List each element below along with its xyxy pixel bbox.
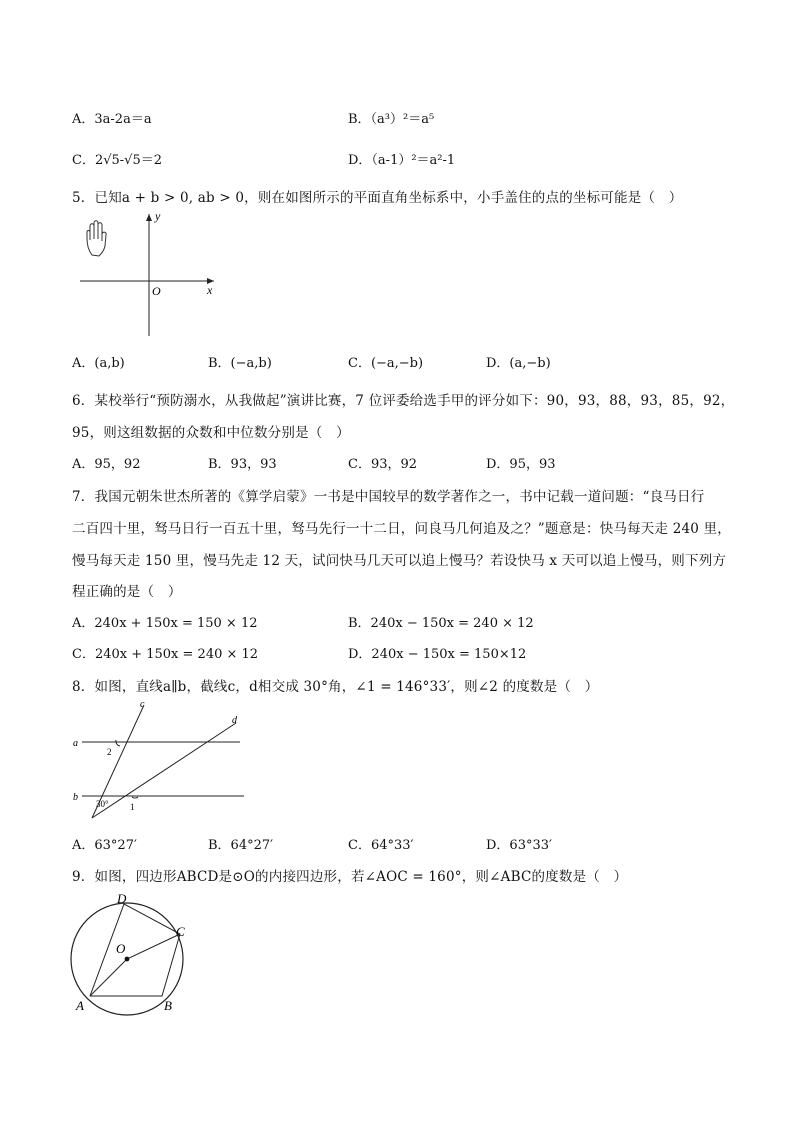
angle-1-arc: [132, 797, 138, 798]
angle-30-label: 30°: [96, 799, 109, 809]
center-point: [125, 957, 130, 962]
q7-stem-line-3: 慢马每天走 150 里，慢马先走 12 天，试问快马几天可以追上慢马？若设快马 x 天可以追上慢马，则下列方: [72, 553, 727, 569]
q5-coordinate-figure: [76, 210, 226, 342]
y-axis-arrow: [146, 214, 152, 221]
q4-option-a: A．3a-2a＝a: [72, 112, 152, 127]
q4-option-b: B．（a³）²＝a⁵: [348, 112, 435, 127]
radius-oa: [90, 959, 127, 996]
q8-parallel-lines-figure: [70, 696, 250, 820]
label-c: c: [140, 699, 145, 710]
q6-stem-line-1: 6．某校举行“预防溺水，从我做起”演讲比赛，7 位评委给选手甲的评分如下：90，93，88，93，85，92，: [72, 393, 735, 409]
q6-option-b: B．93，93: [208, 457, 277, 472]
q5-stem: 5．已知a + b > 0, ab > 0，则在如图所示的平面直角坐标系中，小手盖住的点的坐标可能是（ ）: [72, 190, 683, 206]
label-a: a: [73, 738, 78, 749]
label-b: b: [73, 792, 78, 803]
q7-option-c: C．240x + 150x = 240 × 12: [72, 647, 259, 662]
q5-option-d: D．(a,−b): [486, 356, 551, 371]
q7-stem-line-4: 程正确的是（ ）: [72, 584, 182, 600]
angle-2-arc: [116, 740, 120, 746]
y-axis-label: y: [155, 210, 161, 223]
q6-stem-line-2: 95，则这组数据的众数和中位数分别是（ ）: [72, 425, 350, 441]
angle-2-label: 2: [107, 747, 112, 757]
q6-option-c: C．93，92: [348, 457, 418, 472]
q6-option-d: D．95，93: [486, 457, 556, 472]
q7-stem-line-1: 7．我国元朝朱世杰所著的《算学启蒙》一书是中国较早的数学著作之一，书中记载一道问题：“良马日行: [72, 489, 705, 505]
q8-option-a: A．63°27′: [72, 838, 137, 853]
x-axis-label: x: [207, 283, 213, 297]
q5-option-c: C．(−a,−b): [348, 356, 424, 371]
hand-icon: [87, 221, 106, 256]
angle-1-label: 1: [130, 802, 135, 812]
q7-option-d: D．240x − 150x = 150×12: [348, 647, 527, 662]
label-a: A: [76, 998, 84, 1013]
radius-oc: [127, 934, 180, 959]
q8-option-d: D．63°33′: [486, 838, 552, 853]
q5-option-b: B．(−a,b): [208, 356, 272, 371]
q9-stem: 9．如图，四边形ABCD是⊙O的内接四边形，若∠AOC = 160°，则∠ABC的度数是（ ）: [72, 869, 628, 885]
q7-option-b: B．240x − 150x = 240 × 12: [348, 616, 534, 631]
q8-option-c: C．64°33′: [348, 838, 414, 853]
label-c: C: [176, 924, 185, 939]
label-d: D: [117, 891, 127, 906]
label-d: d: [232, 715, 237, 726]
origin-label: O: [152, 284, 161, 298]
label-o: O: [116, 941, 126, 956]
label-b: B: [164, 998, 172, 1013]
q8-stem: 8．如图，直线a∥b，截线c，d相交成 30°角，∠1 = 146°33′，则∠2 的度数是（ ）: [72, 679, 599, 695]
q8-option-b: B．64°27′: [208, 838, 274, 853]
q5-option-a: A．(a,b): [72, 356, 125, 371]
q7-stem-line-2: 二百四十里，驽马日行一百五十里，驽马先行一十二日，问良马几何追及之？”题意是：快马每天走 240 里，: [72, 521, 731, 537]
q7-option-a: A．240x + 150x = 150 × 12: [72, 616, 258, 631]
q6-option-a: A．95，92: [72, 457, 141, 472]
q4-option-c: C．2√5-√5＝2: [72, 153, 162, 168]
q4-option-d: D．（a-1）²＝a²-1: [348, 153, 456, 168]
q9-inscribed-quadrilateral-figure: [66, 888, 206, 1016]
